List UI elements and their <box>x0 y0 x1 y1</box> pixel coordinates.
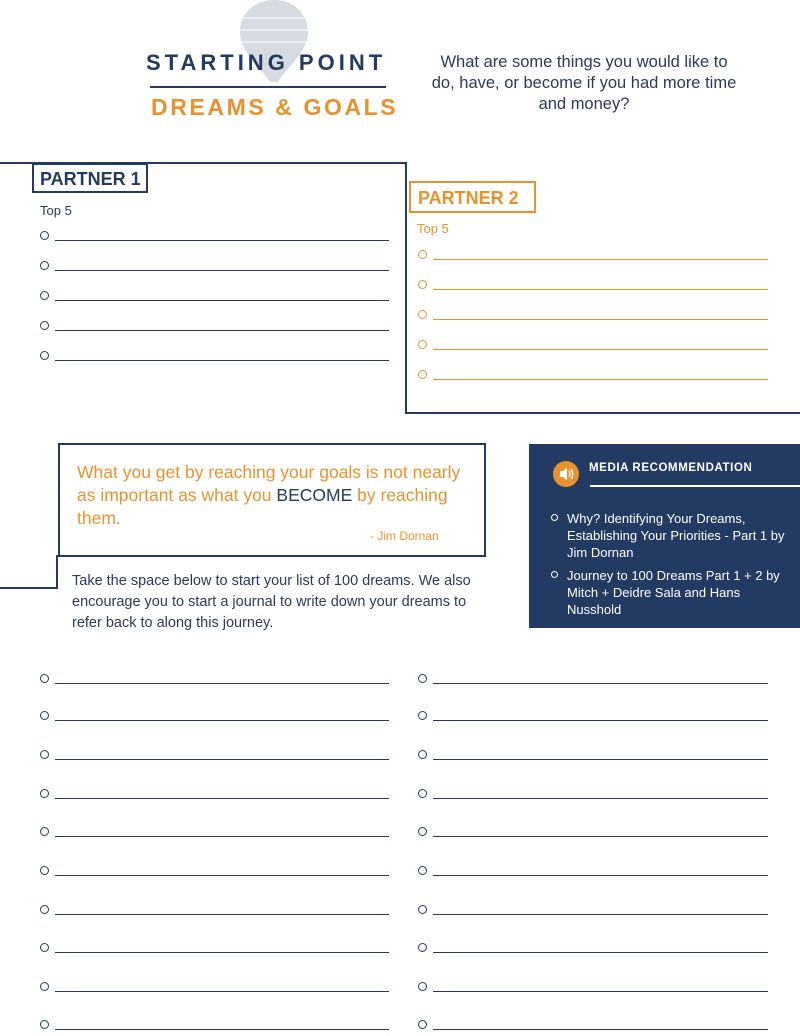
dream-line[interactable] <box>418 711 768 725</box>
quote-author: - Jim Dornan <box>370 529 439 543</box>
bullet-circle-icon[interactable] <box>40 750 49 759</box>
dream-line[interactable] <box>40 982 390 996</box>
bullet-circle-icon[interactable] <box>418 340 427 349</box>
bullet-circle-icon[interactable] <box>418 827 427 836</box>
bullet-circle-icon[interactable] <box>418 905 427 914</box>
partner1-top5-label: Top 5 <box>40 203 72 218</box>
dream-line[interactable] <box>418 750 768 764</box>
dream-line[interactable] <box>40 866 390 880</box>
dream-line[interactable] <box>418 905 768 919</box>
bullet-circle-icon[interactable] <box>40 321 49 330</box>
bullet-circle-icon[interactable] <box>40 982 49 991</box>
partner1-goal-line[interactable] <box>40 351 390 365</box>
bullet-circle-icon[interactable] <box>418 866 427 875</box>
bullet-circle-icon[interactable] <box>40 674 49 683</box>
bullet-circle-icon[interactable] <box>40 943 49 952</box>
partner2-goal-line[interactable] <box>418 340 768 354</box>
partner2-goal-line[interactable] <box>418 250 768 264</box>
dream-line[interactable] <box>418 674 768 688</box>
media-item[interactable]: Journey to 100 Dreams Part 1 + 2 by Mitch + Deidre Sala and Hans Nusshold <box>551 567 786 618</box>
media-title: MEDIA RECOMMENDATION <box>589 462 753 474</box>
partner1-label: PARTNER 1 <box>32 163 148 193</box>
bullet-circle-icon[interactable] <box>418 750 427 759</box>
partner2-top5-label: Top 5 <box>417 221 449 236</box>
quote-connector <box>56 555 58 589</box>
header-question: What are some things you would like to do, have, or become if you had more time and money? <box>431 53 737 113</box>
dream-line[interactable] <box>418 789 768 803</box>
bullet-circle-icon[interactable] <box>418 674 427 683</box>
dream-line[interactable] <box>40 905 390 919</box>
bullet-circle-icon[interactable] <box>40 291 49 300</box>
dream-line[interactable] <box>40 750 390 764</box>
bullet-circle-icon[interactable] <box>40 905 49 914</box>
dream-line[interactable] <box>40 943 390 957</box>
dream-line[interactable] <box>418 943 768 957</box>
dream-line[interactable] <box>418 1020 768 1034</box>
dream-line[interactable] <box>40 827 390 841</box>
media-item[interactable]: Why? Identifying Your Dreams, Establishing Your Priorities - Part 1 by Jim Dornan <box>551 510 786 561</box>
partner2-goal-line[interactable] <box>418 310 768 324</box>
bullet-circle-icon[interactable] <box>40 261 49 270</box>
media-divider <box>590 485 800 487</box>
bullet-circle-icon[interactable] <box>418 1020 427 1029</box>
intro-text: Take the space below to start your list of 100 dreams. We also encourage you to start a journal to write down your dreams to refer back to along this journey. <box>72 573 471 631</box>
bullet-circle-icon[interactable] <box>418 310 427 319</box>
bullet-circle-icon[interactable] <box>418 711 427 720</box>
partner1-goal-line[interactable] <box>40 231 390 245</box>
quote-connector-horizontal <box>0 587 58 589</box>
page-title-top: STARTING POINT <box>146 50 387 75</box>
partner1-goal-line[interactable] <box>40 261 390 275</box>
bullet-circle-icon[interactable] <box>418 280 427 289</box>
partner2-frame-bottom <box>405 412 800 414</box>
dream-line[interactable] <box>40 674 390 688</box>
bullet-circle-icon[interactable] <box>418 370 427 379</box>
speaker-icon <box>553 461 579 487</box>
title-divider <box>150 86 386 88</box>
bullet-circle-icon[interactable] <box>40 866 49 875</box>
quote-emphasis: BECOME <box>276 485 353 505</box>
bullet-circle-icon[interactable] <box>418 789 427 798</box>
bullet-circle-icon <box>551 571 558 578</box>
bullet-circle-icon[interactable] <box>40 827 49 836</box>
bullet-circle-icon[interactable] <box>40 351 49 360</box>
bullet-circle-icon[interactable] <box>40 711 49 720</box>
dream-line[interactable] <box>418 827 768 841</box>
partner1-goal-line[interactable] <box>40 291 390 305</box>
dream-line[interactable] <box>40 789 390 803</box>
dream-line[interactable] <box>40 711 390 725</box>
bullet-circle-icon[interactable] <box>418 250 427 259</box>
bullet-circle-icon[interactable] <box>40 1020 49 1029</box>
partner-divider <box>405 162 407 414</box>
quote-text: What you get by reaching your goals is not nearly as important as what you BECOME by reaching them. <box>77 462 461 528</box>
partner2-goal-line[interactable] <box>418 280 768 294</box>
bullet-circle-icon[interactable] <box>40 789 49 798</box>
bullet-circle-icon[interactable] <box>418 982 427 991</box>
partner1-goal-line[interactable] <box>40 321 390 335</box>
bullet-circle-icon[interactable] <box>418 943 427 952</box>
dream-line[interactable] <box>40 1020 390 1034</box>
partner2-label: PARTNER 2 <box>409 181 536 213</box>
bullet-circle-icon <box>551 514 558 521</box>
partner2-goal-line[interactable] <box>418 370 768 384</box>
dream-line[interactable] <box>418 866 768 880</box>
bullet-circle-icon[interactable] <box>40 231 49 240</box>
page-title-bottom: DREAMS & GOALS <box>151 94 399 120</box>
dream-line[interactable] <box>418 982 768 996</box>
